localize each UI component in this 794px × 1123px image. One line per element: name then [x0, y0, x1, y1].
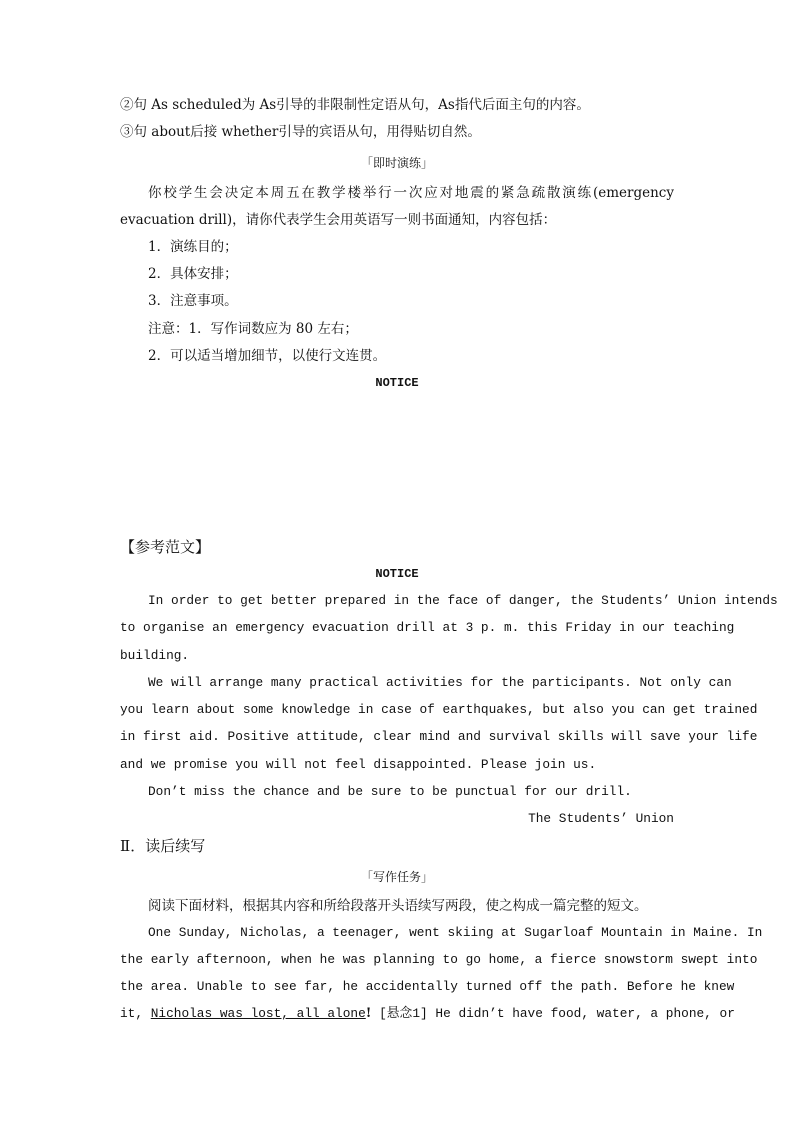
writing-task-instruction: 阅读下面材料，根据其内容和所给段落开头语续写两段，使之构成一篇完整的短文。	[148, 898, 648, 914]
reference-line-3: building.	[120, 648, 190, 663]
reference-line-5: you learn about some knowledge in case of earthquakes, but also you can get trained	[120, 702, 758, 717]
note-line-3: ③句 about后接 whether引导的宾语从句，用得贴切自然。	[120, 124, 481, 140]
story-line-4	[120, 1005, 735, 1023]
practice-note-2: 2．可以适当增加细节，以使行文连贯。	[148, 348, 387, 364]
suspense-underlined-text: Nicholas was lost, all alone	[150, 1006, 366, 1021]
practice-item-3: 3．注意事项。	[148, 293, 238, 309]
reference-heading: 【参考范文】	[120, 538, 211, 556]
reference-line-6: in first aid. Positive attitude, clear mind and survival skills will save your life	[120, 729, 758, 744]
practice-item-1: 1．演练目的；	[148, 239, 238, 255]
reference-line-2: to organise an emergency evacuation drill at 3 p. m. this Friday in our teaching	[120, 620, 735, 635]
reference-notice-title: NOTICE	[375, 567, 419, 581]
writing-task-title: 「写作任务」	[360, 870, 433, 884]
suspense-tag: [悬念1]	[379, 1006, 428, 1021]
story-line-4-rest: He didn’t have food, water, a phone, or	[435, 1006, 735, 1021]
story-line-1: One Sunday, Nicholas, a teenager, went skiing at Sugarloaf Mountain in Maine. In	[148, 925, 763, 940]
practice-item-2: 2．具体安排；	[148, 266, 238, 282]
reference-line-8: Don’t miss the chance and be sure to be punctual for our drill.	[148, 784, 632, 799]
story-line-3: the area. Unable to see far, he accidentally turned off the path. Before he knew	[120, 979, 735, 994]
practice-prompt-line-2: evacuation drill)，请你代表学生会用英语写一则书面通知，内容包括：	[120, 212, 557, 228]
reference-line-7: and we promise you will not feel disappointed. Please join us.	[120, 757, 597, 772]
story-line-4-start: it,	[120, 1006, 144, 1021]
section-2-heading: Ⅱ．读后续写	[120, 837, 206, 855]
practice-prompt-line-1: 你校学生会决定本周五在教学楼举行一次应对地震的紧急疏散演练(emergency	[148, 185, 674, 201]
exclamation-mark: !	[365, 1006, 372, 1021]
practice-note-1: 注意：1．写作词数应为 80 左右；	[148, 321, 358, 337]
reference-line-1: In order to get better prepared in the face of danger, the Students’ Union intends	[148, 593, 778, 608]
reference-signature: The Students’ Union	[528, 811, 674, 826]
practice-notice-title: NOTICE	[375, 376, 419, 390]
story-line-2: the early afternoon, when he was planning to go home, a fierce snowstorm swept into	[120, 952, 758, 967]
practice-title: 「即时演练」	[360, 156, 433, 170]
note-line-2: ②句 As scheduled为 As引导的非限制性定语从句，As指代后面主句的内容。	[120, 97, 590, 113]
reference-line-4: We will arrange many practical activities for the participants. Not only can	[148, 675, 732, 690]
